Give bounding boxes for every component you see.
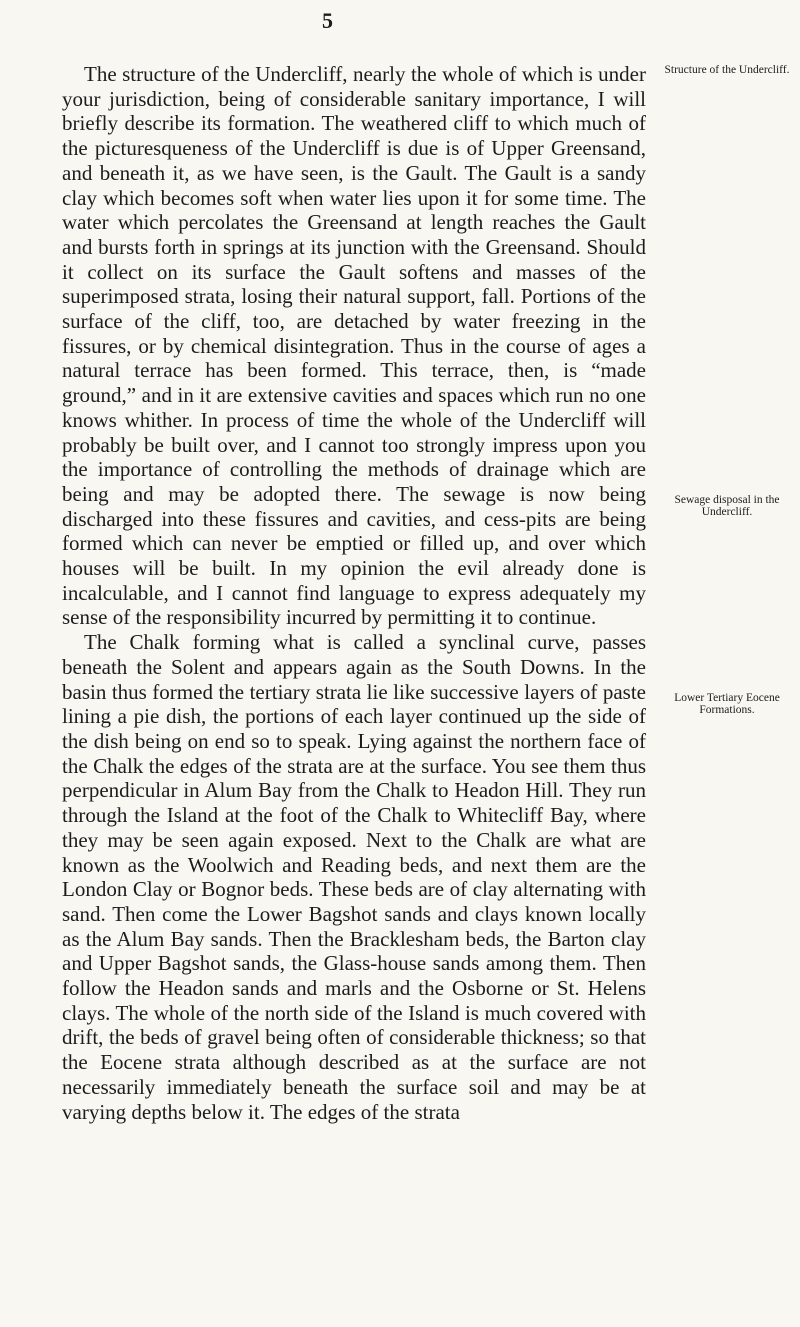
body-text — [62, 62, 646, 1124]
page-number: 5 — [322, 8, 333, 33]
margin-note-tertiary: Lower Tertiary Eocene Formations. — [674, 692, 780, 716]
margin-note-structure: Structure of the Undercliff. — [664, 64, 790, 76]
margin-note-sewage: Sewage disposal in the Undercliff. — [674, 494, 780, 518]
paragraph-undercliff: The structure of the Undercliff, nearly the whole of which is under your jurisdiction, being of considerable sanitary importance, I will briefly describe its formation. The weathered cliff to which much of the picturesqueness of the Undercliff is due is of Upper Greensand, and beneath it, as we have seen, is the Gault. The Gault is a sandy clay which becomes soft when water lies upon it for some time. The water which percolates the Greensand at length reaches the Gault and bursts forth in springs at its junction with the Greensand. Should it collect on its surface the Gault softens and masses of the superimposed strata, losing their natural support, fall. Portions of the surface of the cliff, too, are detached by water freezing in the fissures, or by chemical disintegration. Thus in the course of ages a natural terrace has been formed. This terrace, then, is “made ground,” and in it are extensive cavities and spaces which run no one knows whither. In process of time the whole of the Undercliff will probably be built over, and I cannot too strongly impress upon you the importance of controlling the methods of drainage which are being and may be adopted there. The sewage is now being discharged into these fissures and cavities, and cess-pits are being formed which can never be emptied or filled up, and over which houses will be built. In my opinion the evil already done is incalculable, and I cannot find language to express adequately my sense of the responsibility incurred by permitting it to continue. — [62, 62, 646, 630]
paragraph-tertiary: The Chalk forming what is called a synclinal curve, passes beneath the Solent and appears again as the South Downs. In the basin thus formed the tertiary strata lie like successive layers of paste lining a pie dish, the portions of each layer continued up the side of the dish being on end so to speak. Lying against the northern face of the Chalk the edges of the strata are at the surface. You see them thus perpendicular in Alum Bay from the Chalk to Headon Hill. They run through the Island at the foot of the Chalk to Whitecliff Bay, where they may be seen again exposed. Next to the Chalk are what are known as the Woolwich and Reading beds, and next them are the London Clay or Bognor beds. These beds are of clay alternating with sand. Then come the Lower Bagshot sands and clays known locally as the Alum Bay sands. Then the Bracklesham beds, the Barton clay and Upper Bagshot sands, the Glass-house sands among them. Then follow the Headon sands and marls and the Osborne or St. Helens clays. The whole of the north side of the Island is much covered with drift, the beds of gravel being often of considerable thickness; so that the Eocene strata although described as at the surface are not necessarily immediately beneath the surface soil and may be at varying depths below it. The edges of the strata — [62, 630, 646, 1124]
